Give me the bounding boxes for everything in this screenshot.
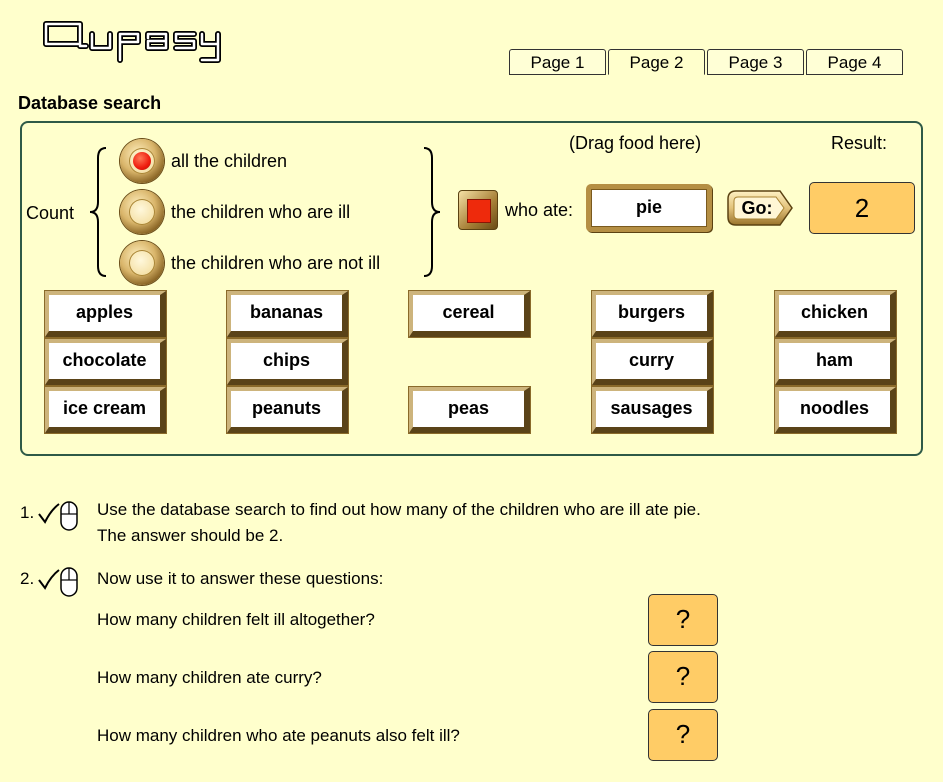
tab-page-4[interactable]: Page 4 [806, 49, 903, 75]
go-button[interactable] [726, 189, 794, 227]
food-item-sausages[interactable]: sausages [592, 387, 713, 433]
section-heading: Database search [18, 93, 162, 113]
option-children-ill-label: the children who are ill [171, 202, 351, 222]
radio-children-not-ill[interactable] [120, 241, 164, 285]
food-item-chocolate[interactable]: chocolate [45, 339, 166, 385]
left-brace [86, 146, 110, 278]
food-item-peas[interactable]: peas [409, 387, 530, 433]
food-item-burgers[interactable]: burgers [592, 291, 713, 337]
result-label: Result: [831, 133, 888, 153]
checkbox-checked-mark [467, 199, 491, 223]
tab-page-2[interactable]: Page 2 [608, 49, 705, 75]
radio-all-children[interactable] [120, 139, 164, 183]
result-value: 2 [809, 182, 915, 234]
who-ate-checkbox[interactable] [458, 190, 498, 230]
food-item-peanuts[interactable]: peanuts [227, 387, 348, 433]
food-item-chips[interactable]: chips [227, 339, 348, 385]
food-item-noodles[interactable]: noodles [775, 387, 896, 433]
right-brace [420, 146, 444, 278]
question-2-text: How many children ate curry? [97, 668, 322, 687]
food-item-curry[interactable]: curry [592, 339, 713, 385]
who-ate-label: who ate: [505, 200, 574, 220]
go-button-label: Go: [741, 198, 773, 218]
option-all-children-label: all the children [171, 151, 288, 171]
food-item-cereal[interactable]: cereal [409, 291, 530, 337]
step-2-number: 2. [20, 569, 35, 588]
drag-food-hint: (Drag food here) [569, 133, 702, 153]
question-1-text: How many children felt ill altogether? [97, 610, 375, 629]
step-1-line-1: Use the database search to find out how many of the children who are ill ate pie. [97, 500, 701, 519]
question-3-answer-box[interactable]: ? [648, 709, 718, 761]
radio-children-ill[interactable] [120, 190, 164, 234]
food-item-chicken[interactable]: chicken [775, 291, 896, 337]
question-3-text: How many children who ate peanuts also felt ill? [97, 726, 460, 745]
question-1-answer-box[interactable]: ? [648, 594, 718, 646]
tab-page-1[interactable]: Page 1 [509, 49, 606, 75]
tab-page-3[interactable]: Page 3 [707, 49, 804, 75]
question-2-answer-box[interactable]: ? [648, 651, 718, 703]
food-drop-zone[interactable]: pie [586, 184, 712, 232]
queasy-logo [40, 10, 240, 72]
logo-text: Queasy [40, 10, 44, 11]
food-item-ice-cream[interactable]: ice cream [45, 387, 166, 433]
mouse-click-icon [37, 498, 83, 534]
food-item-ham[interactable]: ham [775, 339, 896, 385]
food-item-apples[interactable]: apples [45, 291, 166, 337]
step-2-intro: Now use it to answer these questions: [97, 569, 384, 588]
radio-selected-dot [133, 152, 151, 170]
step-1-number: 1. [20, 503, 35, 522]
option-children-not-ill-label: the children who are not ill [171, 253, 381, 273]
count-label: Count [26, 203, 75, 223]
step-1-line-2: The answer should be 2. [97, 526, 284, 545]
mouse-click-icon [37, 564, 83, 600]
food-item-bananas[interactable]: bananas [227, 291, 348, 337]
